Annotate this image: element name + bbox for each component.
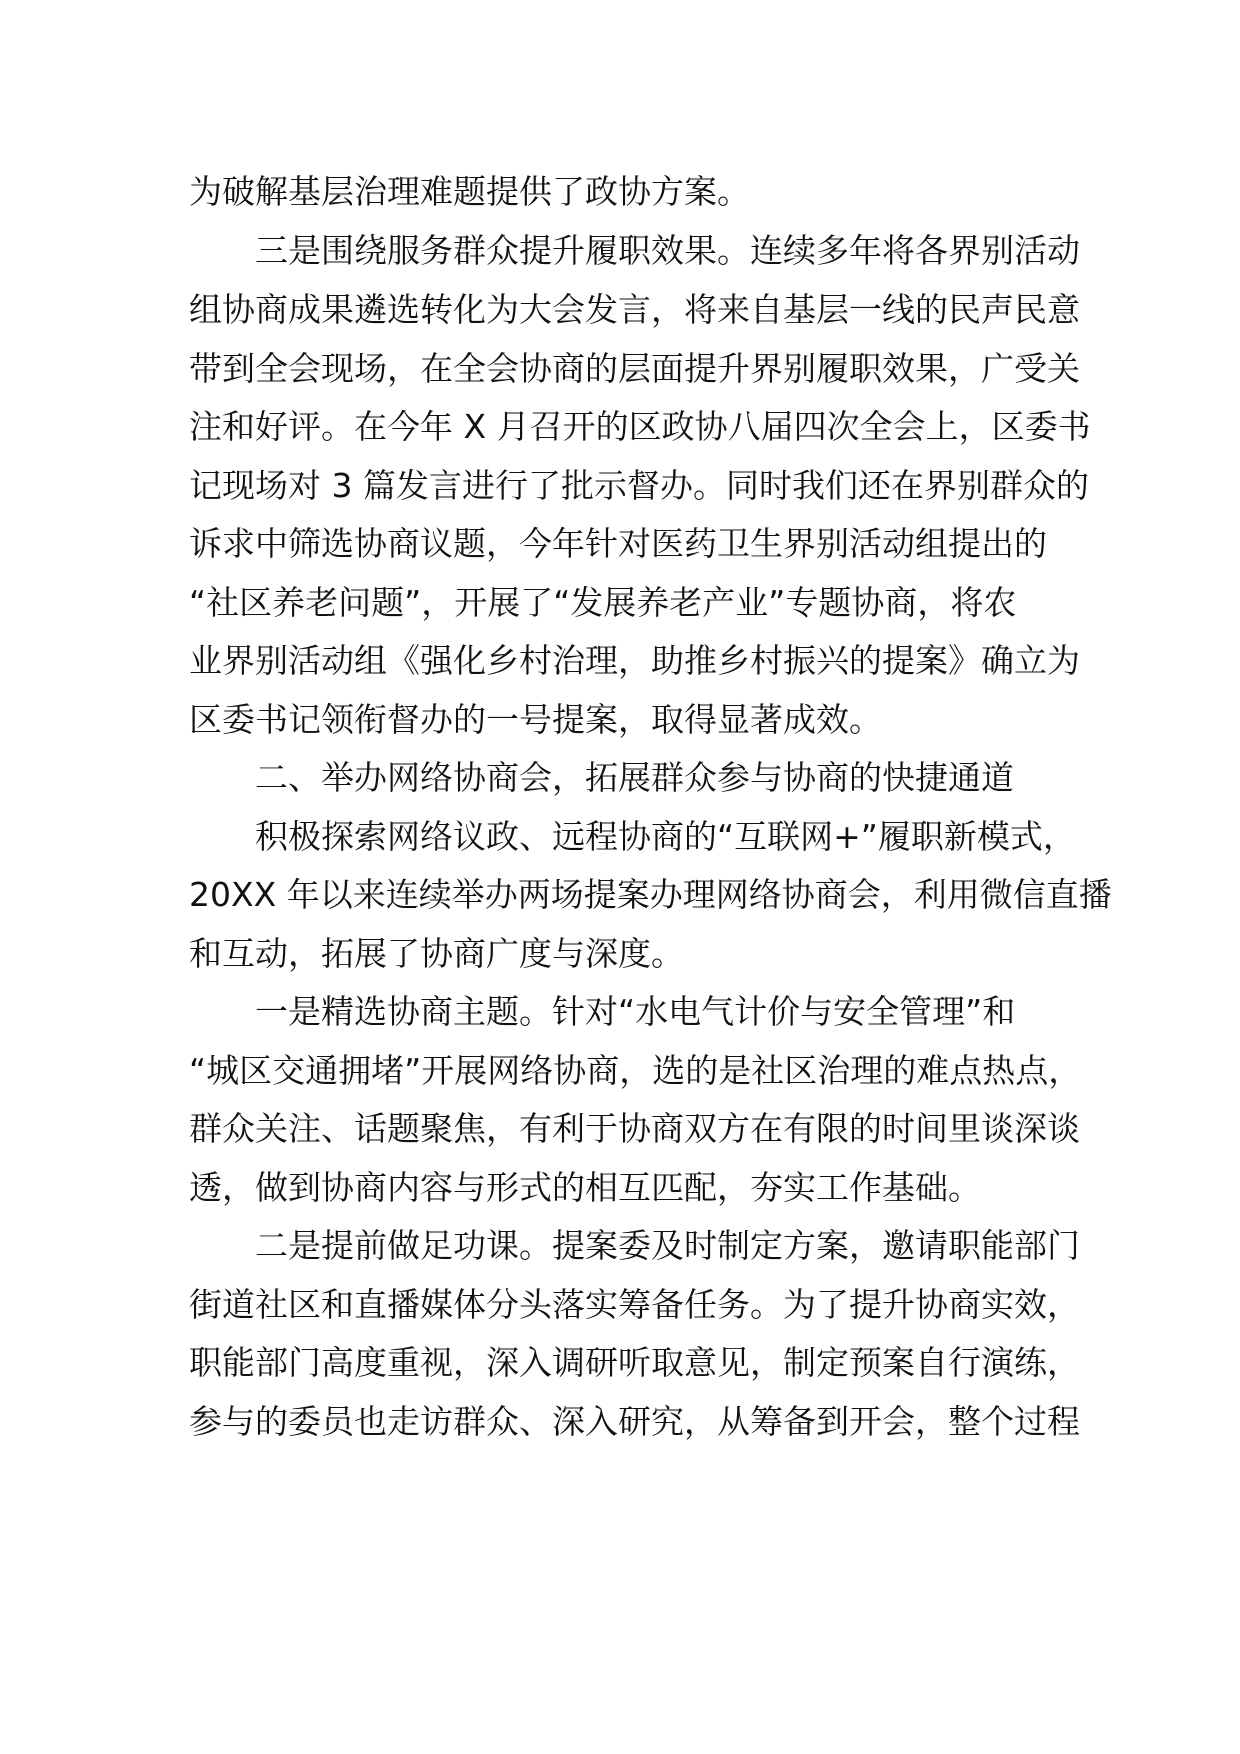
text-line: 注和好评。在今年 X 月召开的区政协八届四次全会上，区委书 (189, 407, 1091, 446)
text-line: 业界别活动组《强化乡村治理，助推乡村振兴的提案》确立为 (189, 641, 1080, 680)
text-line: 一是精选协商主题。针对“水电气计价与安全管理”和 (255, 992, 1016, 1031)
text-line: 诉求中筛选协商议题，今年针对医药卫生界别活动组提出的 (189, 524, 1047, 563)
text-line: 二是提前做足功课。提案委及时制定方案，邀请职能部门 (255, 1226, 1080, 1265)
text-line: 组协商成果遴选转化为大会发言，将来自基层一线的民声民意 (189, 290, 1080, 329)
text-line: 和互动，拓展了协商广度与深度。 (189, 934, 684, 973)
text-line: 三是围绕服务群众提升履职效果。连续多年将各界别活动 (255, 231, 1080, 270)
text-line: 街道社区和直播媒体分头落实筹备任务。为了提升协商实效， (189, 1285, 1080, 1324)
text-line: 20XX 年以来连续举办两场提案办理网络协商会，利用微信直播 (189, 875, 1112, 914)
text-line: 带到全会现场，在全会协商的层面提升界别履职效果，广受关 (189, 349, 1080, 388)
section-heading: 二、举办网络协商会，拓展群众参与协商的快捷通道 (255, 758, 1014, 797)
text-line: 记现场对 3 篇发言进行了批示督办。同时我们还在界别群众的 (189, 466, 1089, 505)
text-line: 积极探索网络议政、远程协商的“互联网+”履职新模式， (255, 817, 1076, 856)
text-line: “城区交通拥堵”开展网络协商，选的是社区治理的难点热点， (189, 1051, 1082, 1090)
text-line: 为破解基层治理难题提供了政协方案。 (189, 172, 750, 211)
text-line: 群众关注、话题聚焦，有利于协商双方在有限的时间里谈深谈 (189, 1109, 1080, 1148)
text-line: 区委书记领衔督办的一号提案，取得显著成效。 (189, 700, 882, 739)
text-line: 参与的委员也走访群众、深入研究，从筹备到开会，整个过程 (189, 1402, 1080, 1441)
text-line: 职能部门高度重视，深入调研听取意见，制定预案自行演练， (189, 1343, 1080, 1382)
text-line: “社区养老问题”，开展了“发展养老产业”专题协商，将农 (189, 583, 1017, 622)
text-line: 透，做到协商内容与形式的相互匹配，夯实工作基础。 (189, 1168, 981, 1207)
